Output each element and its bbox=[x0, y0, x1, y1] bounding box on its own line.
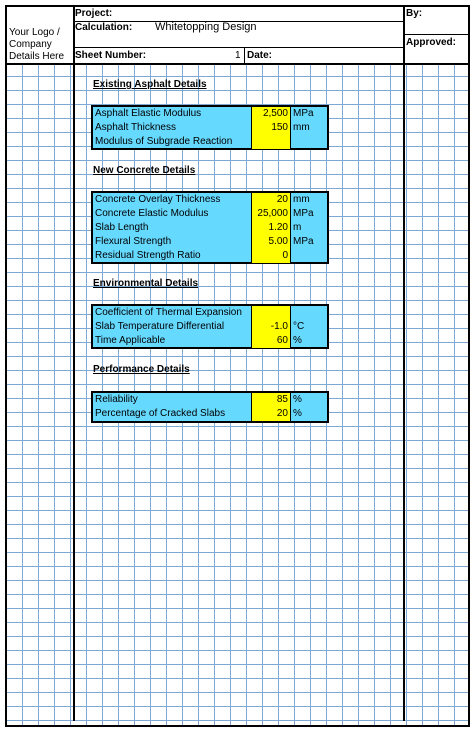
section-title-existing-asphalt: Existing Asphalt Details bbox=[93, 79, 207, 90]
sheet-number-value[interactable]: 1 bbox=[235, 50, 241, 61]
row-unit: m bbox=[293, 222, 302, 233]
residual-strength-ratio-input[interactable]: 0 bbox=[251, 249, 291, 263]
row-label: Reliability bbox=[95, 394, 138, 405]
row-label: Slab Length bbox=[95, 222, 149, 233]
concrete-elastic-modulus-input[interactable]: 25,000 bbox=[251, 207, 291, 221]
calculation-label: Calculation: bbox=[75, 22, 133, 33]
table-row bbox=[93, 135, 327, 149]
performance-table bbox=[91, 391, 329, 423]
row-label: Asphalt Elastic Modulus bbox=[95, 108, 202, 119]
table-row bbox=[93, 320, 327, 334]
table-row bbox=[93, 221, 327, 235]
section-title-environmental: Environmental Details bbox=[93, 278, 199, 289]
row-label: Asphalt Thickness bbox=[95, 122, 176, 133]
overlay-thickness-input[interactable]: 20 bbox=[251, 193, 291, 207]
approved-label: Approved: bbox=[406, 37, 456, 48]
calculation-value[interactable]: Whitetopping Design bbox=[155, 21, 257, 33]
row-label: Percentage of Cracked Slabs bbox=[95, 408, 226, 419]
row-unit: MPa bbox=[293, 236, 314, 247]
sheet-number-label: Sheet Number: bbox=[75, 50, 147, 61]
section-title-performance: Performance Details bbox=[93, 364, 190, 375]
row-unit: MPa bbox=[293, 108, 314, 119]
row-label: Time Applicable bbox=[95, 335, 166, 346]
row-label: Concrete Overlay Thickness bbox=[95, 194, 221, 205]
table-row bbox=[93, 334, 327, 348]
by-label: By: bbox=[406, 8, 423, 19]
row-label: Flexural Strength bbox=[95, 236, 172, 247]
time-applicable-input[interactable]: 60 bbox=[251, 334, 291, 348]
flexural-strength-input[interactable]: 5.00 bbox=[251, 235, 291, 249]
worksheet bbox=[5, 5, 470, 727]
existing-asphalt-table bbox=[91, 105, 329, 150]
row-label: Slab Temperature Differential bbox=[95, 321, 225, 332]
new-concrete-table bbox=[91, 191, 329, 264]
table-row bbox=[93, 249, 327, 263]
project-label: Project: bbox=[75, 8, 113, 19]
reliability-input[interactable]: 85 bbox=[251, 393, 291, 407]
asphalt-elastic-modulus-input[interactable]: 2,500 bbox=[251, 107, 291, 121]
environmental-table bbox=[91, 304, 329, 349]
table-row bbox=[93, 121, 327, 135]
table-row bbox=[93, 407, 327, 421]
row-label: Concrete Elastic Modulus bbox=[95, 208, 209, 219]
row-unit: % bbox=[293, 408, 302, 419]
row-unit: MPa bbox=[293, 208, 314, 219]
slab-length-input[interactable]: 1.20 bbox=[251, 221, 291, 235]
row-label: Residual Strength Ratio bbox=[95, 250, 201, 261]
table-row bbox=[93, 235, 327, 249]
temperature-differential-input[interactable]: -1.0 bbox=[251, 320, 291, 334]
table-row bbox=[93, 193, 327, 207]
company-logo-text: Your Logo / Company Details Here bbox=[9, 27, 65, 62]
row-unit: mm bbox=[293, 122, 310, 133]
row-label: Modulus of Subgrade Reaction bbox=[95, 136, 233, 147]
thermal-expansion-input[interactable] bbox=[251, 306, 291, 320]
table-row bbox=[93, 393, 327, 407]
row-label: Coefficient of Thermal Expansion bbox=[95, 307, 242, 318]
row-unit: % bbox=[293, 394, 302, 405]
section-title-new-concrete: New Concrete Details bbox=[93, 165, 196, 176]
subgrade-reaction-input[interactable] bbox=[251, 135, 291, 149]
row-unit: % bbox=[293, 335, 302, 346]
row-unit: °C bbox=[293, 321, 305, 332]
table-row bbox=[93, 306, 327, 320]
date-label: Date: bbox=[247, 50, 273, 61]
row-unit: mm bbox=[293, 194, 310, 205]
asphalt-thickness-input[interactable]: 150 bbox=[251, 121, 291, 135]
table-row bbox=[93, 107, 327, 121]
cracked-slabs-input[interactable]: 20 bbox=[251, 407, 291, 421]
table-row bbox=[93, 207, 327, 221]
